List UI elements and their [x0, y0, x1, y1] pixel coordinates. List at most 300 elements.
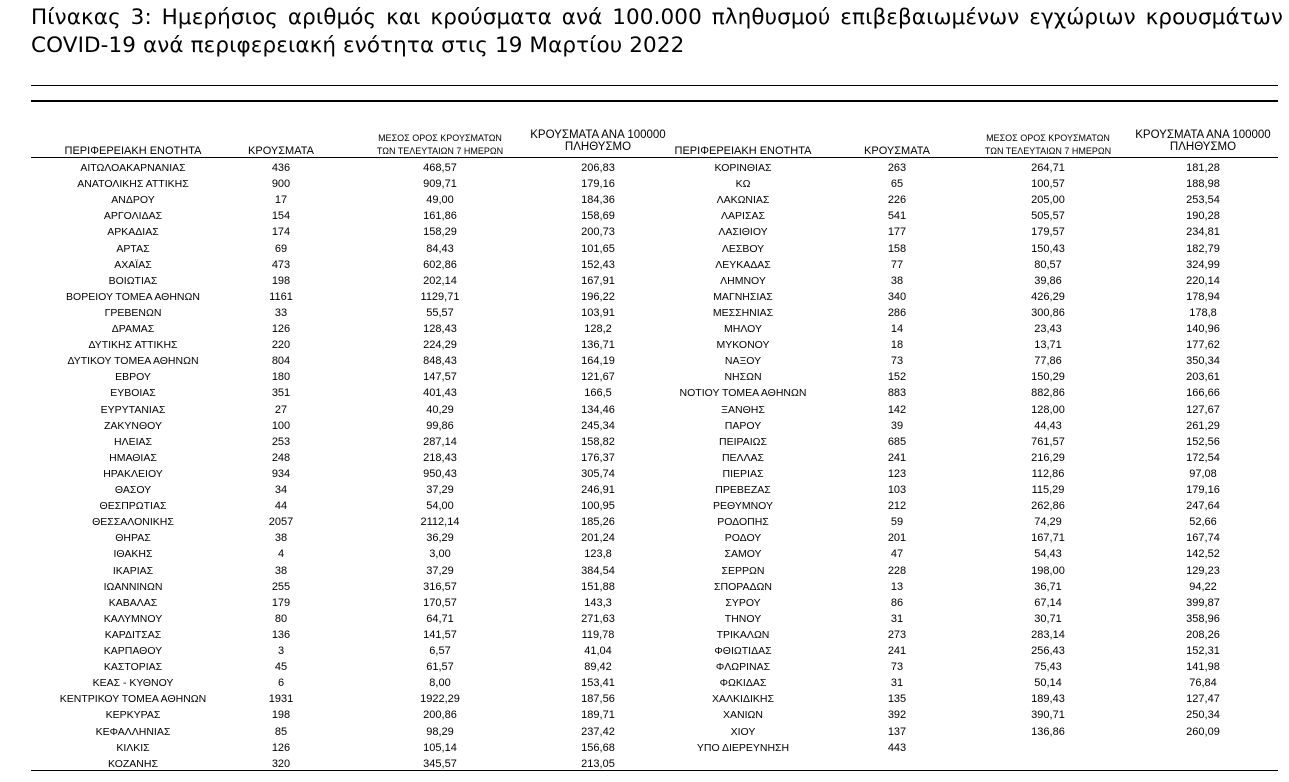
right-cases-cell: 286 [887, 306, 907, 319]
right-per100k-cell: 172,54 [1186, 451, 1220, 464]
right-cases-cell: 103 [887, 484, 907, 496]
right-region-cell: ΛΕΥΚΑΔΑΣ [715, 258, 771, 271]
left-region-cell: ΘΗΡΑΣ [115, 532, 151, 545]
right-cases-cell: 263 [887, 162, 907, 174]
right-cases-cell: 158 [887, 242, 907, 255]
right-cases-cell: 47 [890, 548, 904, 561]
left-per100k-cell: 305,74 [581, 467, 615, 480]
left-region-cell: ΖΑΚΥΝΘΟΥ [103, 419, 162, 432]
right-per100k-cell: 179,16 [1186, 484, 1220, 496]
left-per100k-cell: 246,91 [581, 484, 615, 496]
left-region-cell: ΑΡΚΑΔΙΑΣ [107, 226, 159, 239]
left-per100k-cell: 189,71 [581, 709, 615, 722]
right-region-cell: ΜΥΚΟΝΟΥ [716, 339, 770, 352]
left-avg7-cell: 84,43 [426, 242, 454, 255]
right-cases-cell: 38 [890, 274, 904, 287]
left-avg7-cell: 602,86 [423, 258, 457, 271]
right-cases-cell: 241 [887, 451, 907, 464]
left-avg7-cell: 55,57 [426, 306, 454, 319]
right-cases-cell: 14 [890, 323, 904, 335]
left-region-cell: ΑΡΤΑΣ [116, 242, 150, 255]
right-avg7-cell: 74,29 [1034, 516, 1062, 529]
left-avg7-cell: 64,71 [426, 612, 454, 625]
left-region-cell: ΑΧΑΪΑΣ [114, 258, 152, 271]
right-region-cell: ΤΗΝΟΥ [724, 612, 762, 625]
right-avg7-cell: 77,86 [1034, 355, 1062, 368]
left-cases-cell: 38 [274, 532, 288, 545]
left-cases-cell: 3 [277, 645, 285, 657]
left-region-cell: ΔΥΤΙΚΟΥ ΤΟΜΕΑ ΑΘΗΝΩΝ [67, 355, 199, 368]
right-cases-cell: 13 [890, 580, 904, 593]
left-region-cell: ΚΕΝΤΡΙΚΟΥ ΤΟΜΕΑ ΑΘΗΝΩΝ [59, 693, 207, 706]
left-avg7-cell: 202,14 [423, 274, 457, 287]
left-avg7-cell: 287,14 [423, 435, 457, 448]
left-avg7-cell: 950,43 [423, 467, 457, 480]
left-region-cell: ΒΟΡΕΙΟΥ ΤΟΜΕΑ ΑΘΗΝΩΝ [66, 290, 200, 303]
left-per100k-cell: 153,41 [581, 677, 615, 690]
right-per100k-cell: 324,99 [1186, 258, 1220, 271]
left-avg7-cell: 1922,29 [420, 693, 460, 706]
right-cases-cell: 31 [890, 677, 904, 690]
left-region-cell: ΚΕΑΣ - ΚΥΘΝΟΥ [92, 677, 174, 690]
right-region-cell: ΦΛΩΡΙΝΑΣ [715, 661, 771, 674]
left-per100k-cell: 121,67 [581, 371, 615, 384]
left-avg7-cell: 105,14 [423, 741, 457, 754]
left-per100k-cell: 101,65 [581, 242, 615, 255]
left-avg7-cell: 1129,71 [420, 290, 460, 303]
right-cases-cell: 226 [887, 194, 907, 207]
left-cases-cell: 198 [271, 709, 291, 722]
left-region-cell: ΕΥΡΥΤΑΝΙΑΣ [100, 403, 166, 416]
right-region-cell: ΠΕΛΛΑΣ [721, 451, 765, 464]
left-avg7-cell: 54,00 [426, 500, 454, 513]
right-avg7-cell: 179,57 [1031, 226, 1065, 239]
left-per100k-cell: 167,91 [581, 274, 615, 287]
left-region-cell: ΑΡΓΟΛΙΔΑΣ [103, 210, 163, 223]
right-per100k-cell: 177,62 [1186, 339, 1220, 352]
left-cases-cell: 27 [274, 403, 288, 416]
right-avg7-cell: 136,86 [1031, 725, 1065, 738]
right-region-cell: ΡΟΔΟΠΗΣ [717, 516, 769, 529]
right-avg7-cell: 36,71 [1034, 580, 1062, 593]
left-per100k-cell: 156,68 [581, 741, 615, 754]
left-per100k-cell: 185,26 [581, 516, 615, 529]
right-per100k-cell: 234,81 [1186, 226, 1220, 239]
right-avg7-cell: 13,71 [1034, 339, 1062, 352]
right-region-cell: ΣΑΜΟΥ [724, 548, 762, 561]
left-per100k-cell: 196,22 [581, 290, 615, 303]
right-region-cell: ΛΑΚΩΝΙΑΣ [716, 194, 770, 207]
right-avg7-cell: 300,86 [1031, 306, 1065, 319]
left-cases-cell: 44 [274, 500, 288, 513]
left-per100k-cell: 143,3 [584, 596, 612, 609]
right-avg7-cell: 262,86 [1031, 500, 1065, 513]
right-region-cell: ΞΑΝΘΗΣ [721, 403, 765, 416]
right-per100k-cell: 140,96 [1186, 323, 1220, 335]
right-header-per100k-line2: ΠΛΗΘΥΣΜΟ [1169, 141, 1237, 153]
right-per100k-cell: 94,22 [1189, 580, 1217, 593]
left-cases-cell: 6 [277, 677, 285, 690]
right-per100k-cell: 220,14 [1186, 274, 1220, 287]
right-region-cell: ΛΑΡΙΣΑΣ [721, 210, 765, 223]
right-cases-cell: 228 [887, 564, 907, 577]
right-per100k-cell: 181,28 [1186, 162, 1220, 174]
left-region-cell: ΗΡΑΚΛΕΙΟΥ [103, 467, 163, 480]
right-header-region: ΠΕΡΙΦΕΡΕΙΑΚΗ ΕΝΟΤΗΤΑ [674, 145, 812, 157]
left-cases-cell: 4 [277, 548, 285, 561]
right-cases-cell: 541 [887, 210, 907, 223]
left-region-cell: ΚΕΦΑΛΛΗΝΙΑΣ [95, 725, 171, 738]
left-region-cell: ΔΥΤΙΚΗΣ ΑΤΤΙΚΗΣ [88, 339, 178, 352]
left-cases-cell: 198 [271, 274, 291, 287]
table-caption: Πίνακας 3: Ημερήσιος αριθμός και κρούσματα ανά 100.000 πληθυσμού επιβεβαιωμένων εγχώριων κρουσμάτων COVID-19 ανά περιφερειακή ενότητα στις 19 Μαρτίου 2022 [31, 5, 1283, 58]
right-avg7-cell: 75,43 [1034, 661, 1062, 674]
left-per100k-cell: 384,54 [581, 564, 615, 577]
left-avg7-cell: 224,29 [423, 339, 457, 352]
left-avg7-cell: 170,57 [423, 596, 457, 609]
left-cases-cell: 1931 [268, 693, 294, 706]
right-cases-cell: 73 [890, 661, 904, 674]
left-cases-cell: 85 [274, 725, 288, 738]
left-region-cell: ΚΟΖΑΝΗΣ [108, 757, 158, 770]
right-avg7-cell: 67,14 [1034, 596, 1062, 609]
left-cases-cell: 154 [271, 210, 291, 223]
right-per100k-cell: 152,31 [1186, 645, 1220, 657]
right-cases-cell: 142 [887, 403, 907, 416]
right-per100k-cell: 97,08 [1189, 467, 1217, 480]
left-avg7-cell: 8,00 [429, 677, 451, 690]
left-avg7-cell: 99,86 [426, 419, 454, 432]
right-region-cell: ΛΑΣΙΘΙΟΥ [718, 226, 768, 239]
left-region-cell: ΔΡΑΜΑΣ [111, 323, 155, 335]
left-avg7-cell: 468,57 [423, 162, 457, 174]
left-region-cell: ΚΑΡΔΙΤΣΑΣ [104, 628, 162, 641]
left-per100k-cell: 41,04 [584, 645, 612, 657]
left-avg7-cell: 37,29 [426, 484, 454, 496]
left-per100k-cell: 213,05 [581, 757, 615, 770]
right-region-cell: ΜΗΛΟΥ [724, 323, 762, 335]
right-per100k-cell: 253,54 [1186, 194, 1220, 207]
right-avg7-cell: 128,00 [1031, 403, 1065, 416]
right-cases-cell: 137 [887, 725, 907, 738]
right-header-avg7 [963, 132, 1133, 158]
right-avg7-cell: 150,43 [1031, 242, 1065, 255]
left-per100k-cell: 201,24 [581, 532, 615, 545]
right-region-cell: ΠΡΕΒΕΖΑΣ [715, 484, 771, 496]
right-avg7-cell: 426,29 [1031, 290, 1065, 303]
left-per100k-cell: 151,88 [581, 580, 615, 593]
left-region-cell: ΚΑΛΥΜΝΟΥ [103, 612, 163, 625]
left-avg7-cell: 61,57 [426, 661, 454, 674]
right-per100k-cell: 142,52 [1186, 548, 1220, 561]
right-per100k-cell: 208,26 [1186, 628, 1220, 641]
right-avg7-cell: 216,29 [1031, 451, 1065, 464]
left-region-cell: ΚΑΡΠΑΘΟΥ [103, 645, 163, 657]
left-header-avg7-line1: ΜΕΣΟΣ ΟΡΟΣ ΚΡΟΥΣΜΑΤΩΝ [378, 133, 502, 143]
header-bottom-rule [31, 157, 1278, 158]
right-per100k-cell: 358,96 [1186, 612, 1220, 625]
right-per100k-cell: 190,28 [1186, 210, 1220, 223]
left-cases-cell: 253 [271, 435, 291, 448]
left-per100k-cell: 100,95 [581, 500, 615, 513]
left-region-cell: ΑΝΔΡΟΥ [111, 194, 155, 207]
right-per100k-cell: 350,34 [1186, 355, 1220, 368]
right-per100k-cell: 52,66 [1189, 516, 1217, 529]
left-per100k-cell: 179,16 [581, 178, 615, 191]
left-cases-cell: 934 [271, 467, 291, 480]
right-region-cell: ΜΑΓΝΗΣΙΑΣ [713, 290, 773, 303]
right-cases-cell: 86 [890, 596, 904, 609]
right-cases-cell: 241 [887, 645, 907, 657]
left-cases-cell: 179 [271, 596, 291, 609]
left-cases-cell: 473 [271, 258, 291, 271]
left-cases-cell: 220 [271, 339, 291, 352]
right-region-cell: ΝΗΣΩΝ [724, 371, 762, 384]
right-region-cell: ΥΠΟ ΔΙΕΡΕΥΝΗΣΗ [696, 741, 790, 754]
right-region-cell: ΝΑΞΟΥ [724, 355, 762, 368]
right-avg7-cell: 80,57 [1034, 258, 1062, 271]
left-per100k-cell: 237,42 [581, 725, 615, 738]
right-per100k-cell: 250,34 [1186, 709, 1220, 722]
left-avg7-cell: 218,43 [423, 451, 457, 464]
right-avg7-cell: 264,71 [1031, 162, 1065, 174]
right-cases-cell: 65 [890, 178, 904, 191]
right-cases-cell: 443 [887, 741, 907, 754]
right-region-cell: ΣΠΟΡΑΔΩΝ [714, 580, 772, 593]
left-cases-cell: 320 [271, 757, 291, 770]
left-cases-cell: 2057 [268, 516, 294, 529]
left-region-cell: ΘΕΣΣΑΛΟΝΙΚΗΣ [92, 516, 174, 529]
right-avg7-cell: 761,57 [1031, 435, 1065, 448]
left-per100k-cell: 164,19 [581, 355, 615, 368]
left-avg7-cell: 2112,14 [420, 516, 460, 529]
right-region-cell: ΦΩΚΙΔΑΣ [719, 677, 767, 690]
left-avg7-cell: 147,57 [423, 371, 457, 384]
left-per100k-cell: 119,78 [581, 628, 615, 641]
left-per100k-cell: 176,37 [581, 451, 615, 464]
left-cases-cell: 436 [271, 162, 291, 174]
right-per100k-cell: 167,74 [1186, 532, 1220, 545]
left-per100k-cell: 245,34 [581, 419, 615, 432]
left-region-cell: ΙΚΑΡΙΑΣ [112, 564, 154, 577]
left-cases-cell: 45 [274, 661, 288, 674]
left-cases-cell: 126 [271, 741, 291, 754]
right-cases-cell: 73 [890, 355, 904, 368]
right-cases-cell: 685 [887, 435, 907, 448]
left-per100k-cell: 134,46 [581, 403, 615, 416]
right-avg7-cell: 30,71 [1034, 612, 1062, 625]
left-cases-cell: 351 [271, 387, 291, 400]
right-region-cell: ΠΕΙΡΑΙΩΣ [719, 435, 767, 448]
left-per100k-cell: 206,83 [581, 162, 615, 174]
right-per100k-cell: 178,94 [1186, 290, 1220, 303]
left-per100k-cell: 184,36 [581, 194, 615, 207]
left-region-cell: ΗΛΕΙΑΣ [113, 435, 152, 448]
left-per100k-cell: 158,82 [581, 435, 615, 448]
left-per100k-cell: 103,91 [581, 306, 615, 319]
left-region-cell: ΒΟΙΩΤΙΑΣ [108, 274, 158, 287]
left-header-per100k-line2: ΠΛΗΘΥΣΜΟ [564, 141, 632, 153]
right-cases-cell: 201 [887, 532, 907, 545]
left-cases-cell: 804 [271, 355, 291, 368]
right-avg7-cell: 189,43 [1031, 693, 1065, 706]
left-per100k-cell: 158,69 [581, 210, 615, 223]
left-avg7-cell: 49,00 [426, 194, 454, 207]
left-region-cell: ΑΝΑΤΟΛΙΚΗΣ ΑΤΤΙΚΗΣ [77, 178, 189, 191]
left-cases-cell: 126 [271, 323, 291, 335]
left-cases-cell: 174 [271, 226, 291, 239]
left-cases-cell: 248 [271, 451, 291, 464]
left-header-cases: ΚΡΟΥΣΜΑΤΑ [248, 145, 314, 157]
right-region-cell: ΚΩ [735, 178, 751, 191]
left-avg7-cell: 161,86 [423, 210, 457, 223]
right-avg7-cell: 256,43 [1031, 645, 1065, 657]
left-per100k-cell: 166,5 [584, 387, 612, 400]
left-cases-cell: 136 [271, 628, 291, 641]
right-cases-cell: 392 [887, 709, 907, 722]
right-region-cell: ΣΥΡΟΥ [725, 596, 761, 609]
right-region-cell: ΠΙΕΡΙΑΣ [722, 467, 764, 480]
left-region-cell: ΘΕΣΠΡΩΤΙΑΣ [99, 500, 167, 513]
left-avg7-cell: 37,29 [426, 564, 454, 577]
left-header-avg7-line2: ΤΩΝ ΤΕΛΕΥΤΑΙΩΝ 7 ΗΜΕΡΩΝ [376, 146, 504, 156]
right-region-cell: ΠΑΡΟΥ [724, 419, 762, 432]
right-per100k-cell: 260,09 [1186, 725, 1220, 738]
left-cases-cell: 69 [274, 242, 288, 255]
right-cases-cell: 177 [887, 226, 907, 239]
right-avg7-cell: 167,71 [1031, 532, 1065, 545]
left-per100k-cell: 128,2 [584, 323, 612, 335]
right-cases-cell: 273 [887, 628, 907, 641]
right-per100k-cell: 76,84 [1189, 677, 1217, 690]
left-per100k-cell: 152,43 [581, 258, 615, 271]
left-cases-cell: 80 [274, 612, 288, 625]
right-avg7-cell: 390,71 [1031, 709, 1065, 722]
right-avg7-cell: 115,29 [1031, 484, 1065, 496]
left-cases-cell: 17 [274, 194, 288, 207]
bottom-rule [31, 770, 1278, 771]
left-per100k-cell: 89,42 [584, 661, 612, 674]
right-region-cell: ΛΕΣΒΟΥ [721, 242, 765, 255]
left-region-cell: ΚΑΣΤΟΡΙΑΣ [103, 661, 163, 674]
left-avg7-cell: 3,00 [429, 548, 451, 561]
left-cases-cell: 33 [274, 306, 288, 319]
left-avg7-cell: 848,43 [423, 355, 457, 368]
left-avg7-cell: 40,29 [426, 403, 454, 416]
left-avg7-cell: 141,57 [423, 628, 457, 641]
left-region-cell: ΚΕΡΚΥΡΑΣ [105, 709, 161, 722]
right-region-cell: ΧΑΛΚΙΔΙΚΗΣ [712, 693, 774, 706]
right-avg7-cell: 39,86 [1034, 274, 1062, 287]
right-cases-cell: 59 [890, 516, 904, 529]
left-cases-cell: 34 [274, 484, 288, 496]
left-avg7-cell: 200,86 [423, 709, 457, 722]
left-per100k-cell: 200,73 [581, 226, 615, 239]
left-avg7-cell: 345,57 [423, 757, 457, 770]
left-per100k-cell: 123,8 [584, 548, 612, 561]
left-per100k-cell: 136,71 [581, 339, 615, 352]
left-region-cell: ΕΥΒΟΙΑΣ [110, 387, 156, 400]
left-header-region: ΠΕΡΙΦΕΡΕΙΑΚΗ ΕΝΟΤΗΤΑ [64, 145, 202, 157]
right-header-cases: ΚΡΟΥΣΜΑΤΑ [864, 145, 930, 157]
top-rule [31, 85, 1278, 86]
left-region-cell: ΘΑΣΟΥ [114, 484, 152, 496]
right-region-cell: ΦΘΙΩΤΙΔΑΣ [714, 645, 772, 657]
left-region-cell: ΓΡΕΒΕΝΩΝ [104, 306, 162, 319]
right-avg7-cell: 205,00 [1031, 194, 1065, 207]
left-region-cell: ΚΑΒΑΛΑΣ [108, 596, 158, 609]
right-cases-cell: 340 [887, 290, 907, 303]
right-cases-cell: 152 [887, 371, 907, 384]
right-cases-cell: 135 [887, 693, 907, 706]
right-region-cell: ΜΕΣΣΗΝΙΑΣ [712, 306, 774, 319]
right-per100k-cell: 247,64 [1186, 500, 1220, 513]
right-region-cell: ΡΟΔΟΥ [724, 532, 762, 545]
right-per100k-cell: 127,67 [1186, 403, 1220, 416]
right-avg7-cell: 505,57 [1031, 210, 1065, 223]
left-avg7-cell: 158,29 [423, 226, 457, 239]
right-region-cell: ΧΙΟΥ [730, 725, 756, 738]
right-header-per100k [1110, 129, 1289, 153]
right-cases-cell: 18 [890, 339, 904, 352]
right-avg7-cell: 283,14 [1031, 628, 1065, 641]
right-avg7-cell: 23,43 [1034, 323, 1062, 335]
left-cases-cell: 180 [271, 371, 291, 384]
left-cases-cell: 1161 [269, 290, 293, 303]
right-avg7-cell: 150,29 [1031, 371, 1065, 384]
right-region-cell: ΣΕΡΡΩΝ [721, 564, 765, 577]
left-header-avg7 [355, 132, 525, 158]
right-cases-cell: 77 [890, 258, 904, 271]
right-avg7-cell: 50,14 [1034, 677, 1062, 690]
right-region-cell: ΚΟΡΙΝΘΙΑΣ [714, 162, 772, 174]
right-avg7-cell: 882,86 [1031, 387, 1065, 400]
left-cases-cell: 900 [271, 178, 291, 191]
right-per100k-cell: 152,56 [1186, 435, 1220, 448]
right-cases-cell: 123 [887, 467, 907, 480]
right-avg7-cell: 198,00 [1031, 564, 1065, 577]
left-avg7-cell: 98,29 [426, 725, 454, 738]
right-per100k-cell: 399,87 [1186, 596, 1220, 609]
left-region-cell: ΗΜΑΘΙΑΣ [109, 451, 157, 464]
right-per100k-cell: 261,29 [1186, 419, 1220, 432]
right-cases-cell: 212 [887, 500, 907, 513]
left-per100k-cell: 271,63 [581, 612, 615, 625]
left-header-per100k-line1: ΚΡΟΥΣΜΑΤΑ ΑΝΑ 100000 [530, 129, 666, 141]
left-region-cell: ΑΙΤΩΛΟΑΚΑΡΝΑΝΙΑΣ [80, 162, 186, 174]
right-per100k-cell: 127,47 [1186, 693, 1220, 706]
left-avg7-cell: 36,29 [426, 532, 454, 545]
left-region-cell: ΙΘΑΚΗΣ [113, 548, 153, 561]
right-header-avg7-line2: ΤΩΝ ΤΕΛΕΥΤΑΙΩΝ 7 ΗΜΕΡΩΝ [984, 146, 1112, 156]
right-per100k-cell: 182,79 [1186, 242, 1220, 255]
left-cases-cell: 255 [271, 580, 291, 593]
right-cases-cell: 31 [890, 612, 904, 625]
right-region-cell: ΧΑΝΙΩΝ [723, 709, 763, 722]
right-per100k-cell: 166,66 [1186, 387, 1220, 400]
right-per100k-cell: 188,98 [1186, 178, 1220, 191]
right-avg7-cell: 54,43 [1034, 548, 1062, 561]
right-per100k-cell: 129,23 [1186, 564, 1220, 577]
right-avg7-cell: 100,57 [1031, 178, 1065, 191]
right-cases-cell: 883 [887, 387, 907, 400]
right-cases-cell: 39 [890, 419, 904, 432]
right-header-per100k-line1: ΚΡΟΥΣΜΑΤΑ ΑΝΑ 100000 [1135, 129, 1271, 141]
left-avg7-cell: 6,57 [429, 645, 451, 657]
left-avg7-cell: 316,57 [423, 580, 457, 593]
right-region-cell: ΝΟΤΙΟΥ ΤΟΜΕΑ ΑΘΗΝΩΝ [679, 387, 807, 400]
right-region-cell: ΛΗΜΝΟΥ [720, 274, 766, 287]
